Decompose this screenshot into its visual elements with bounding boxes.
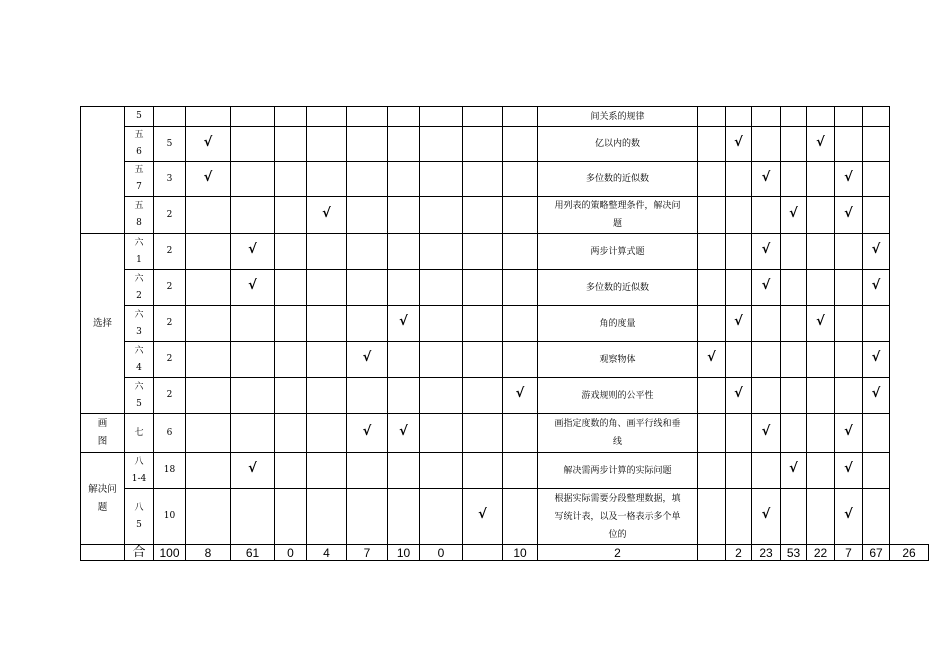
chapter-cell: 六 3 [125, 306, 154, 342]
description-cell: 角的度量 [538, 306, 698, 342]
score-cell: 18 [154, 453, 186, 489]
total-value: 7 [347, 545, 388, 561]
total-value: 8 [186, 545, 231, 561]
check-mark: √ [248, 461, 257, 476]
check-mark: √ [844, 423, 853, 439]
check-mark: √ [844, 169, 853, 185]
table-row [81, 197, 929, 234]
score-cell [154, 107, 186, 127]
check-mark: √ [871, 242, 881, 257]
description-cell: 用列表的策略整理条件，解决问 题 [538, 197, 698, 234]
total-score: 100 [154, 545, 186, 561]
chapter-cell: 五 6 [125, 127, 154, 162]
table-row [81, 107, 929, 127]
total-value: 26 [890, 545, 929, 561]
total-value: 2 [726, 545, 752, 561]
description-cell: 多位数的近似数 [538, 270, 698, 306]
check-mark: √ [761, 242, 771, 257]
check-mark: √ [761, 423, 771, 439]
check-mark: √ [362, 350, 372, 365]
check-mark: √ [871, 278, 881, 293]
description-cell: 两步计算式题 [538, 234, 698, 270]
score-cell: 3 [154, 162, 186, 197]
chapter-cell: 六 4 [125, 342, 154, 378]
description-cell: 多位数的近似数 [538, 162, 698, 197]
total-value: 7 [835, 545, 863, 561]
score-cell: 2 [154, 306, 186, 342]
score-cell: 2 [154, 378, 186, 414]
check-mark: √ [203, 169, 213, 185]
table-row [81, 489, 929, 545]
description-cell: 解决需两步计算的实际问题 [538, 453, 698, 489]
chapter-cell: 七 [125, 414, 154, 453]
table-row [81, 306, 929, 342]
check-mark: √ [322, 205, 331, 221]
chapter-cell: 六 5 [125, 378, 154, 414]
description-cell: 间关系的规律 [538, 107, 698, 127]
description-cell: 游戏规则的公平性 [538, 378, 698, 414]
check-mark: √ [789, 461, 798, 476]
check-mark: √ [203, 134, 213, 150]
table-row [81, 127, 929, 162]
totals-label: 合 [125, 545, 154, 561]
section-cell-jiejue: 解决问 题 [81, 453, 125, 545]
check-mark: √ [844, 461, 853, 476]
total-value: 4 [307, 545, 347, 561]
description-cell: 画指定度数的角、画平行线和垂 线 [538, 414, 698, 453]
check-mark: √ [761, 507, 771, 522]
chapter-cell: 五 7 [125, 162, 154, 197]
totals-row [81, 545, 929, 561]
table-row [81, 270, 929, 306]
description-cell: 观察物体 [538, 342, 698, 378]
check-mark: √ [362, 423, 372, 439]
chapter-cell: 五 8 [125, 197, 154, 234]
section-cell-xuanze: 选择 [81, 234, 125, 414]
chapter-cell: 六 2 [125, 270, 154, 306]
check-mark: √ [844, 205, 853, 221]
total-value: 67 [863, 545, 890, 561]
chapter-cell: 八 5 [125, 489, 154, 545]
check-mark: √ [761, 169, 771, 185]
check-mark: √ [478, 507, 487, 522]
score-cell: 2 [154, 234, 186, 270]
description-cell: 根据实际需要分段整理数据，填 写统计表，以及一格表示多个单 位的 [538, 489, 698, 545]
check-mark: √ [761, 278, 771, 293]
check-mark: √ [816, 134, 825, 150]
table-row [81, 453, 929, 489]
check-mark: √ [248, 242, 257, 257]
table-row [81, 414, 929, 453]
section-cell-huatu: 画 图 [81, 414, 125, 453]
score-cell: 2 [154, 197, 186, 234]
total-value: 0 [275, 545, 307, 561]
check-mark: √ [734, 134, 743, 150]
table-row [81, 162, 929, 197]
total-value: 0 [420, 545, 463, 561]
description-cell: 亿以内的数 [538, 127, 698, 162]
total-value: 53 [781, 545, 807, 561]
check-mark: √ [789, 205, 798, 221]
score-cell: 2 [154, 342, 186, 378]
score-cell: 10 [154, 489, 186, 545]
analysis-table [80, 106, 929, 561]
check-mark: √ [399, 314, 408, 329]
table-row [81, 342, 929, 378]
score-cell: 2 [154, 270, 186, 306]
score-cell: 5 [154, 127, 186, 162]
check-mark: √ [515, 386, 525, 401]
table-row [81, 378, 929, 414]
total-value: 61 [231, 545, 275, 561]
table-row [81, 234, 929, 270]
check-mark: √ [871, 386, 881, 401]
total-value: 10 [388, 545, 420, 561]
check-mark: √ [734, 314, 743, 329]
section-cell [81, 107, 125, 234]
total-value: 22 [807, 545, 835, 561]
check-mark: √ [816, 314, 825, 329]
total-value: 2 [538, 545, 698, 561]
check-mark: √ [707, 350, 716, 365]
chapter-cell: 八 1-4 [125, 453, 154, 489]
check-mark: √ [844, 507, 853, 522]
total-value: 10 [503, 545, 538, 561]
total-value [463, 545, 503, 561]
check-mark: √ [871, 350, 881, 365]
check-mark: √ [734, 386, 743, 401]
chapter-cell: 六 1 [125, 234, 154, 270]
total-value: 23 [752, 545, 781, 561]
score-cell: 6 [154, 414, 186, 453]
check-mark: √ [248, 278, 257, 293]
check-mark: √ [399, 423, 408, 439]
chapter-cell: 5 [125, 107, 154, 127]
